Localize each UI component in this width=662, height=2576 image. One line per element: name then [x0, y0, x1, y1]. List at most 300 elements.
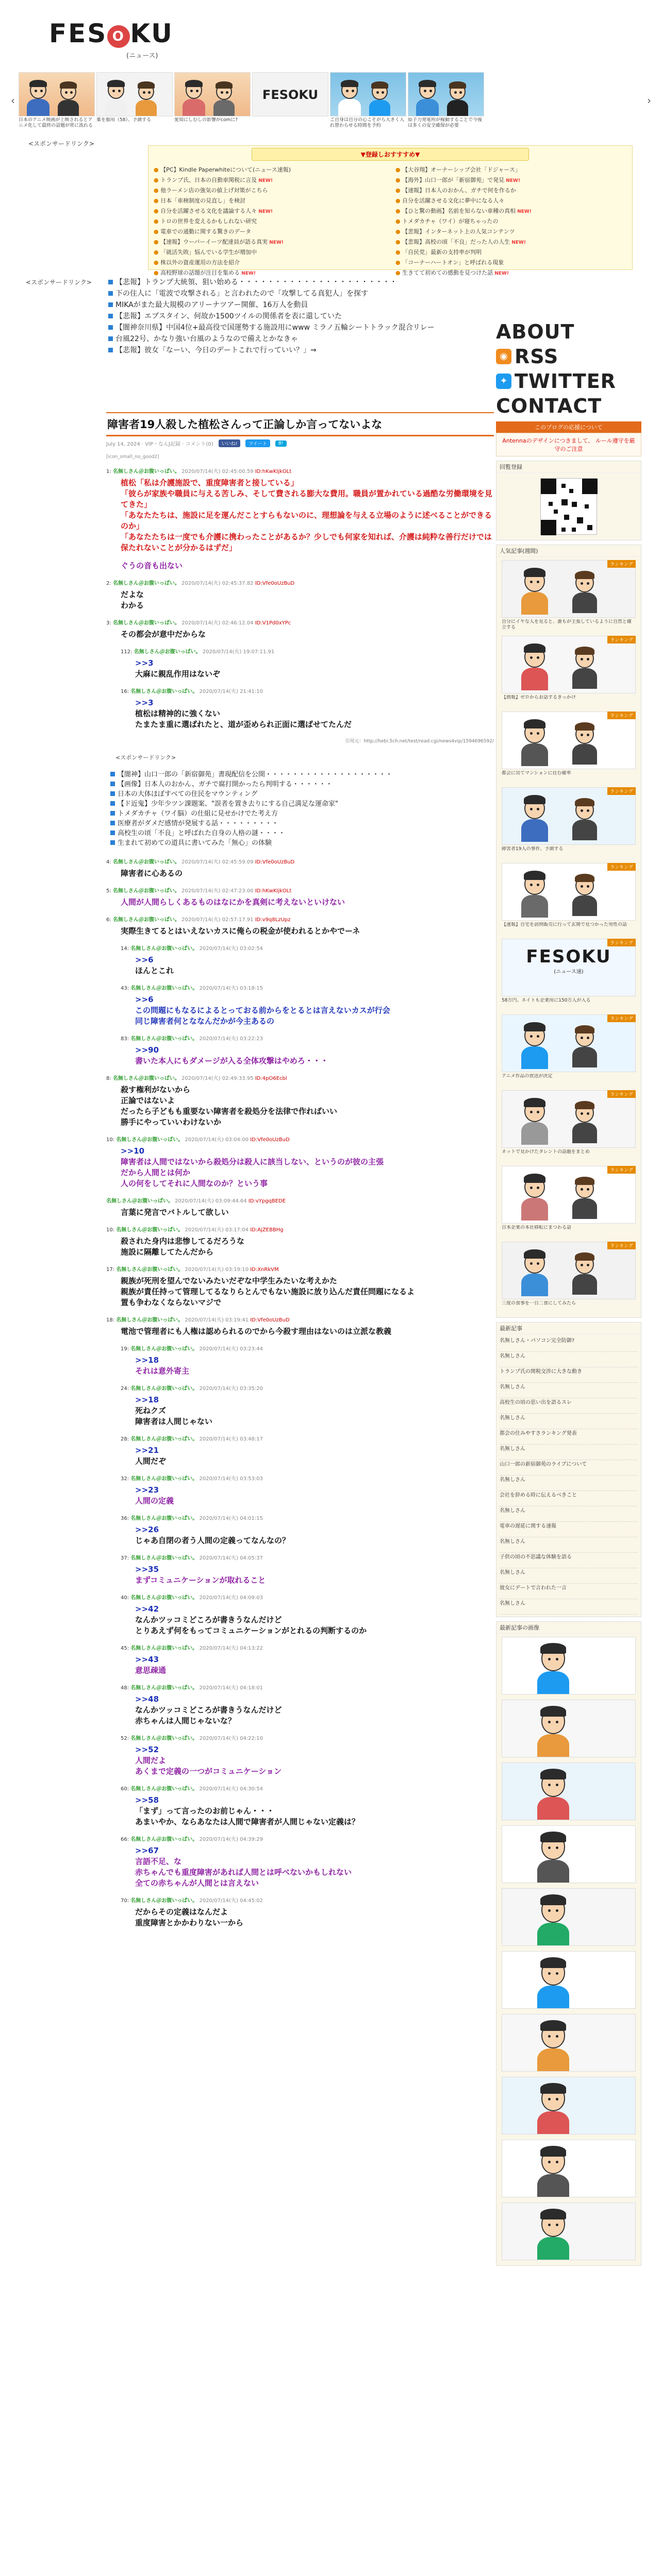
recent-article-link[interactable]: 高校生の頃の思い出を語るスレ — [500, 1398, 638, 1414]
sponsor-link[interactable] — [110, 828, 494, 838]
recommend-thumbnail[interactable] — [502, 1700, 636, 1757]
reply-number[interactable]: 60: — [121, 1786, 129, 1792]
reply-number[interactable]: 83: — [121, 1036, 129, 1042]
ranking-thumbnail[interactable] — [502, 636, 636, 693]
carousel-caption[interactable] — [252, 117, 328, 130]
recommended-link[interactable] — [154, 196, 385, 206]
recent-article-link[interactable]: 名無しさん — [500, 1568, 638, 1584]
reply-anchor[interactable]: >>3 — [135, 698, 154, 707]
recommended-link-text[interactable]: 【速報】ウーバーイーツ配達員が語る真実 — [160, 239, 268, 245]
person-hair — [540, 1832, 566, 1842]
ranking-caption[interactable]: 【朗報】ゼロからお話するきっかけ — [502, 695, 576, 700]
square-bullet-icon — [110, 791, 115, 796]
comment-line: だから人間とは何か — [121, 1168, 191, 1177]
sponsor-link-text[interactable]: 日本の大体ほぼすべての住民をマウンティング — [118, 790, 258, 798]
recommended-link[interactable] — [154, 165, 385, 175]
person-eye — [587, 1112, 589, 1115]
carousel-item[interactable] — [330, 72, 406, 130]
reply-author: 名無しさん＠お腹いっぱい。 — [130, 1036, 198, 1042]
carousel-item[interactable] — [408, 72, 484, 130]
recommended-link[interactable] — [395, 206, 627, 216]
person-eye — [556, 2035, 558, 2038]
square-bullet-icon — [108, 336, 113, 341]
recent-article-link[interactable]: 山口一郎の新宿御苑のライブについて — [500, 1460, 638, 1476]
recommended-link[interactable] — [395, 237, 627, 247]
recent-article-link[interactable]: 名無しさん — [500, 1599, 638, 1615]
sponsor-link[interactable] — [110, 838, 494, 848]
ranking-thumbnail[interactable] — [502, 1014, 636, 1072]
reply-number[interactable]: 16: — [121, 689, 129, 694]
recommended-link-text[interactable]: 自分を活躍させる文化に夢中になる人々 — [402, 197, 505, 204]
person-eye — [530, 1035, 533, 1038]
recommended-link[interactable] — [154, 247, 385, 258]
recent-article-link[interactable]: 名無しさん — [500, 1352, 638, 1367]
recommend-card[interactable] — [502, 1825, 636, 1883]
reply-line: 言語不足、な — [135, 1857, 182, 1866]
recommended-link-text[interactable]: 生きてて初めての感動を見つけた話 — [402, 269, 493, 276]
reply-anchor[interactable]: >>26 — [135, 1525, 159, 1534]
recommend-thumbnail[interactable] — [502, 1825, 636, 1883]
comment-number[interactable]: 2: — [106, 581, 111, 586]
recommended-link-text[interactable]: トロの世界を変えるかもしれない研究 — [160, 218, 257, 225]
sponsor-link-text[interactable]: 【悲報】エプスタイン、何故か1500ツイルの関係者を表に還していた — [115, 312, 342, 320]
reply-number[interactable]: 52: — [121, 1736, 129, 1741]
recommend-thumbnail[interactable] — [502, 1951, 636, 2009]
sponsor-link[interactable] — [108, 311, 495, 322]
recommend-thumbnail[interactable] — [502, 2140, 636, 2197]
ranking-card[interactable] — [502, 863, 636, 934]
reply-block-b — [106, 944, 494, 1066]
recommended-link-text[interactable]: 「コーナーハートオン」と呼ばれる現象 — [402, 259, 504, 266]
links-column-left — [154, 165, 385, 278]
sponsor-link[interactable] — [110, 770, 494, 779]
recommend-thumbnail[interactable] — [502, 1888, 636, 1946]
person-eye — [581, 658, 583, 660]
bullet-icon: ● — [395, 269, 403, 276]
comment-number[interactable]: 17: — [106, 1267, 115, 1273]
comment-header — [106, 467, 494, 474]
comment-body — [121, 1276, 494, 1308]
tweet-button[interactable]: ツイート — [245, 439, 270, 447]
recommend-card[interactable] — [502, 1700, 636, 1757]
person-illustration — [569, 1023, 600, 1064]
recent-article-link[interactable]: 名無しさん — [500, 1445, 638, 1460]
sponsor-link-text[interactable]: トメダカチャ（ワイ脳）の仕組に見せかけでた考え方 — [118, 810, 278, 818]
carousel-caption[interactable]: ご自身は自分の心こそがら大きく入れ替わらせる時間を予約 — [330, 117, 405, 128]
comment-number[interactable]: 3: — [106, 620, 111, 626]
reply-anchor[interactable]: >>58 — [135, 1795, 159, 1805]
person-illustration — [518, 566, 552, 611]
comment-date: 2020/07/14(火) 03:09:44.64 — [175, 1198, 247, 1204]
carousel-caption[interactable]: 薬を服用（58）、予測する — [96, 117, 151, 123]
comment-number[interactable]: 4: — [106, 859, 111, 865]
recommend-card[interactable] — [502, 1888, 636, 1946]
comment-number[interactable]: 18: — [106, 1317, 115, 1323]
recommend-thumbnail[interactable] — [502, 1762, 636, 1820]
carousel-thumbnail[interactable] — [408, 72, 484, 116]
reply-number[interactable]: 14: — [121, 946, 129, 952]
recommend-card[interactable] — [502, 2202, 636, 2260]
recommended-link[interactable] — [154, 206, 385, 216]
reply-author: 名無しさん＠お腹いっぱい。 — [130, 1516, 198, 1521]
ranking-caption[interactable]: アニメ作品の放送が決定 — [502, 1074, 553, 1079]
sponsor-link-text[interactable]: MIKAがまた最大規模のアリーナツアー開催、16万人を動員 — [115, 301, 308, 309]
person-hair — [540, 2020, 566, 2031]
reply-anchor[interactable]: >>43 — [135, 1655, 159, 1664]
person-eye — [548, 2035, 551, 2038]
person-illustration — [569, 1099, 600, 1140]
recommend-card[interactable] — [502, 2014, 636, 2072]
recommended-link-text[interactable]: 「就活失敗」悩んでいる学生が増加中 — [160, 249, 257, 256]
carousel-thumbnail[interactable] — [96, 72, 173, 116]
recommended-link[interactable] — [395, 216, 627, 227]
carousel-item[interactable] — [19, 72, 95, 130]
reply-anchor[interactable]: >>48 — [135, 1694, 159, 1704]
sponsor-link-text[interactable]: 【画像】日本人のおかん、ガチで腐打開かったら判明する・・・・・・ — [118, 781, 333, 788]
reply-anchor[interactable]: >>3 — [135, 658, 154, 668]
ranking-caption[interactable]: 障害者19人の事件、予測する — [502, 846, 564, 852]
qr-module — [541, 520, 556, 535]
ranking-thumbnail[interactable] — [502, 863, 636, 921]
ranking-thumbnail[interactable] — [502, 1242, 636, 1299]
person-hair — [524, 795, 545, 804]
ranking-caption[interactable]: 自分にイヤな人を見ると、誰もが主張しているように自然と確立する — [502, 619, 632, 630]
recommended-link[interactable] — [395, 165, 627, 175]
contact-link[interactable]: CONTACT — [496, 395, 602, 417]
sponsor-link[interactable] — [110, 799, 494, 809]
recommended-link[interactable] — [154, 237, 385, 247]
twitter-link[interactable]: TWITTER — [515, 370, 616, 393]
person-body — [572, 820, 597, 840]
reply-body — [135, 1355, 494, 1377]
reply-number[interactable]: 40: — [121, 1595, 129, 1601]
article-image-broken: [icon_small_no_good2] — [106, 454, 159, 460]
recommend-card[interactable] — [502, 1762, 636, 1820]
reply-number[interactable]: 19: — [121, 1346, 129, 1352]
comment-header — [106, 1225, 494, 1233]
recommended-link-text[interactable]: 株以外の資産運用の方法を紹介 — [160, 259, 240, 266]
qr-code-icon[interactable] — [540, 478, 597, 535]
sponsor-link[interactable] — [110, 789, 494, 799]
recent-article-link[interactable]: 会社を辞める時に伝えるべきこと — [500, 1491, 638, 1506]
recommend-thumbnail[interactable] — [502, 1637, 636, 1694]
sponsor-link-text[interactable]: 下の住人に「電波で攻撃される」と言われたので「攻撃してる真犯人」を探す — [115, 290, 368, 298]
reply-line: なんかツッコミどころが書きうなんだけど — [135, 1705, 282, 1715]
person-body — [369, 100, 390, 116]
ranking-caption[interactable]: 58万円。ネイトも企業用に150万人が入る — [502, 998, 591, 1003]
carousel-thumbnail[interactable] — [330, 72, 406, 116]
ranking-thumbnail[interactable] — [502, 560, 636, 618]
sponsor-link[interactable] — [110, 819, 494, 828]
sponsor-link-text[interactable]: 台風22号、かなり強い台風のようなので備えとかなきゃ — [115, 335, 298, 343]
reply-anchor[interactable]: >>42 — [135, 1604, 159, 1614]
ranking-card[interactable] — [502, 1242, 636, 1312]
sponsor-link-text[interactable]: 【闇神奈川県】中国4位+最高役で国運勢する施設用にwww ミラノ五輪シートトラック混合リレー — [115, 324, 435, 332]
reply-line: 赤ちゃんは人間じゃないな？ — [135, 1716, 236, 1725]
carousel-thumbnail[interactable] — [252, 72, 328, 116]
recommended-link-text[interactable]: 【速報】日本人のおかん、ガチで何を作るか — [402, 187, 516, 194]
person-illustration — [180, 78, 208, 115]
recommended-link-text[interactable]: 【ひと驚の動画】名前を知らない車種の真相 — [402, 208, 516, 214]
sponsor-link-text[interactable]: 【闇神】山口一郎の「新宿御苑」書現配信を公開・・・・・・・・・・・・・・・・・・・ — [118, 771, 393, 778]
ranking-thumbnail[interactable] — [502, 939, 636, 996]
new-badge-icon: NEW! — [257, 209, 273, 214]
recent-article-link[interactable]: 都会の住みやすさランキング発表 — [500, 1429, 638, 1445]
reply-body — [135, 1604, 494, 1636]
comment-line: 「あなたたちは、施設に足を運んだことすらもないのに、理想論を与える立場のように述べることができるのか」 — [121, 511, 492, 531]
recommended-link[interactable] — [154, 216, 385, 227]
recommended-link[interactable] — [395, 258, 627, 268]
recommended-link[interactable] — [154, 227, 385, 237]
reply-author: 名無しさん＠お腹いっぱい。 — [130, 1646, 198, 1651]
recent-article-link[interactable]: 電車の遅延に関する速報 — [500, 1522, 638, 1537]
recommended-link-text[interactable]: トメダカチャ（ワイ）が寝ちゃったの — [402, 218, 499, 225]
reply-number[interactable]: 66: — [121, 1837, 129, 1842]
reply-number[interactable]: 45: — [121, 1646, 129, 1651]
sponsor-link[interactable] — [110, 809, 494, 819]
sponsor-link[interactable] — [108, 277, 495, 288]
ranking-card[interactable] — [502, 1090, 636, 1161]
ranking-thumbnail[interactable] — [502, 1090, 636, 1148]
reply-anchor[interactable]: >>35 — [135, 1565, 159, 1574]
person-eye — [530, 884, 533, 886]
comment-number[interactable]: 6: — [106, 917, 111, 923]
ranking-thumbnail[interactable] — [502, 787, 636, 845]
qr-module — [569, 489, 573, 493]
reply-anchor[interactable]: >>6 — [135, 955, 154, 964]
reply-anchor[interactable]: >>90 — [135, 1045, 159, 1055]
carousel-caption[interactable]: 愛知にしむしの影響がcomに? — [174, 117, 238, 123]
reply-number[interactable]: 70: — [121, 1898, 129, 1904]
carousel-thumbnail[interactable] — [19, 72, 95, 116]
person-illustration — [569, 1250, 600, 1292]
mid-sponsor-label: <スポンサードリンク> — [115, 754, 176, 761]
recommended-link[interactable] — [395, 185, 627, 196]
comment-number[interactable]: 8: — [106, 1076, 111, 1081]
reply-number[interactable]: 28: — [121, 1436, 129, 1442]
recommended-link-text[interactable]: 電車での通勤に関する驚きのデータ — [160, 228, 252, 235]
reply-anchor[interactable]: >>23 — [135, 1485, 159, 1495]
recommended-link[interactable] — [154, 185, 385, 196]
recent-article-link[interactable]: 名無しさん — [500, 1476, 638, 1491]
sponsor-link[interactable] — [108, 345, 495, 356]
sponsor-link-text[interactable]: 【悲報】彼女「なーい、今日のデートこれで行っていい？」⇒ — [115, 346, 317, 354]
sponsor-link-text[interactable]: 生まれて初めての道具に書いてみた「無心」の体験 — [118, 839, 272, 847]
reply-line: 書いた本人にもダメージが入る全体攻撃はやめろ・・・ — [135, 1056, 328, 1065]
reply-anchor[interactable]: >>18 — [135, 1395, 159, 1404]
ranking-card[interactable] — [502, 1166, 636, 1236]
ranking-caption[interactable]: 【速報】自宅を訪問販売に行って玄関で見つかった男性の話 — [502, 922, 627, 927]
reply-line: 植松は精神的に強くない — [135, 709, 221, 718]
ranking-caption[interactable]: 都会に出てマンションに住む確率 — [502, 771, 571, 776]
recommended-link[interactable] — [395, 227, 627, 237]
recommended-link-text[interactable]: 【PC】Kindle Paperwhiteについて(ニュース速報) — [160, 166, 291, 173]
recommended-link-text[interactable]: 【海外】山口一郎が「新宿御苑」で発見 — [402, 177, 505, 183]
person-illustration — [533, 1955, 573, 2008]
person-hair — [371, 81, 388, 89]
recommended-link-text[interactable]: 「自民党」最新の支持率が判明 — [402, 249, 482, 256]
comment-header — [106, 857, 494, 865]
reply-anchor[interactable]: >>18 — [135, 1355, 159, 1365]
reply-number[interactable]: 48: — [121, 1685, 129, 1691]
person-hair — [524, 719, 545, 728]
comment-number[interactable]: 1: — [106, 469, 111, 474]
recommended-link-text[interactable]: 【大谷翔】オーナーシップ会社「ドジャース」 — [402, 166, 521, 173]
article-title[interactable]: 障害者19人殺した植松さんって正論しか言ってないよな — [106, 412, 494, 436]
person-illustration — [55, 80, 81, 115]
comment-post — [106, 915, 494, 937]
posts-block-c — [106, 1074, 494, 1337]
ranking-caption[interactable]: ネットで見かけたタレントの話題をまとめ — [502, 1149, 590, 1155]
recommended-link-text[interactable]: トランプ氏、日本の自動車関税に言及 — [160, 177, 257, 183]
ranking-thumbnail[interactable] — [502, 1166, 636, 1224]
reply-post — [121, 1474, 494, 1506]
recommend-thumbnail[interactable] — [502, 2202, 636, 2260]
ranking-card[interactable] — [502, 939, 636, 1009]
person-hair — [540, 2146, 566, 2157]
recommended-link-text[interactable]: 日本「車検制度の見直し」を検討 — [160, 197, 246, 204]
reply-number[interactable]: 43: — [121, 986, 129, 991]
source-link[interactable]: 引用元：http://hebi.5ch.net/test/read.cgi/news4vip/1594696592/ — [345, 739, 494, 744]
person-body — [572, 1198, 597, 1219]
sidebar-logo-sub: (ニュース速) — [554, 969, 584, 975]
person-body — [537, 1923, 569, 1946]
person-body — [416, 99, 438, 116]
recommend-card[interactable] — [502, 1951, 636, 2009]
carousel-next-arrow[interactable]: › — [647, 94, 651, 107]
reply-number[interactable]: 37: — [121, 1555, 129, 1561]
person-eye — [581, 1112, 583, 1115]
comment-header — [106, 1196, 494, 1204]
ranking-badge: ランキング — [607, 787, 636, 795]
bullet-icon: ● — [154, 187, 161, 194]
sponsor-link-text[interactable]: 【ド近鬼】少年少ツン課題案、"誤者を置き去りにする自己満足な運命家" — [118, 800, 338, 808]
sponsor-link-text[interactable]: 医療者がダメだ感情が発展する話・・・・・・・・・ — [118, 820, 279, 827]
recent-article-link[interactable]: 彼女にデートで言われた一言 — [500, 1584, 638, 1599]
comment-number[interactable]: 10: — [106, 1137, 115, 1143]
recommended-link-text[interactable]: 高校野球の話題が注目を集める — [160, 269, 240, 276]
recent-article-link[interactable]: 子供の頃の不思議な体験を語る — [500, 1553, 638, 1568]
carousel-item[interactable] — [96, 72, 173, 130]
reply-body — [135, 1564, 494, 1586]
ranking-caption[interactable]: 日本企業の本社移転にまつわる話 — [502, 1225, 572, 1230]
carousel-caption[interactable]: 日本のアニメ映画が上映されるとアニメ化して最終の話題が常に流れる — [19, 117, 93, 128]
comment-date: 2020/07/14(火) 03:04:00 — [185, 1137, 249, 1143]
carousel-item[interactable] — [174, 72, 251, 130]
person-illustration — [518, 793, 552, 838]
recommended-link-text[interactable]: 自分を活躍させる文化を議論する人々 — [160, 208, 257, 214]
recommended-link[interactable] — [154, 175, 385, 185]
ranking-card[interactable] — [502, 711, 636, 782]
reply-anchor[interactable]: >>52 — [135, 1745, 159, 1754]
reply-anchor[interactable]: >>67 — [135, 1846, 159, 1855]
person-eye — [587, 1188, 589, 1191]
reply-date: 2020/07/14(火) 04:01:15 — [199, 1516, 263, 1521]
ranking-caption[interactable]: 三度の食事を一日二食にしてみたら — [502, 1301, 576, 1306]
person-hair — [60, 81, 76, 89]
recent-article-link[interactable]: 名無しさん — [500, 1414, 638, 1429]
comment-body — [121, 1084, 494, 1128]
facebook-like-button[interactable]: いいね! — [219, 439, 241, 447]
person-eye — [530, 1111, 533, 1113]
person-illustration — [518, 1172, 552, 1217]
rss-icon: ◉ — [496, 349, 511, 364]
hatena-bookmark-button[interactable]: B! — [275, 440, 287, 447]
reply-author: 名無しさん＠お腹いっぱい。 — [130, 1595, 198, 1601]
carousel-item[interactable] — [252, 72, 328, 130]
recent-article-link[interactable]: 名無しさん — [500, 1383, 638, 1398]
reply-post — [121, 1434, 494, 1467]
person-eye — [581, 885, 583, 888]
ranking-thumbnail[interactable] — [502, 711, 636, 769]
recommended-link-text[interactable]: 【悲報】インターネット上の人気コンテンツ — [402, 228, 515, 235]
about-link[interactable]: ABOUT — [496, 320, 575, 343]
recommend-card[interactable] — [502, 1637, 636, 1694]
rss-link[interactable]: RSS — [515, 345, 559, 368]
person-body — [521, 1122, 549, 1145]
comment-id: ID:Vfe0oUzBuD — [255, 581, 295, 586]
recommended-link[interactable] — [154, 258, 385, 268]
carousel-thumbnail[interactable] — [174, 72, 251, 116]
comment-header — [106, 618, 494, 626]
recommend-thumbnail[interactable] — [502, 2077, 636, 2134]
recommended-link[interactable] — [395, 247, 627, 258]
person-hair — [216, 81, 232, 89]
sponsor-link[interactable] — [108, 322, 495, 333]
reply-number[interactable]: 36: — [121, 1516, 129, 1521]
recommended-links-section — [0, 134, 662, 276]
reply-anchor[interactable]: >>21 — [135, 1446, 159, 1455]
reply-anchor[interactable]: >>10 — [121, 1146, 145, 1156]
person-illustration — [533, 1703, 573, 1757]
reply-number[interactable]: 32: — [121, 1476, 129, 1482]
reply-anchor[interactable]: >>6 — [135, 995, 154, 1004]
site-logo[interactable]: FES O KU — [49, 19, 174, 48]
recommended-link-text[interactable]: 他ラーメン店の強気の値上げ対策がこちら — [160, 187, 268, 194]
comment-number[interactable]: 5: — [106, 888, 111, 894]
recent-article-link[interactable]: トランプ氏の関税交渉に大きな動き — [500, 1367, 638, 1383]
ranking-card[interactable] — [502, 636, 636, 706]
sponsor-link[interactable] — [110, 779, 494, 789]
reply-number[interactable]: 24: — [121, 1386, 129, 1392]
sponsor-link-text[interactable]: 【悲報】トランプ大統領、狙い始める・・・・・・・・・・・・・・・・・・・・・・ — [115, 278, 397, 286]
sponsor-link[interactable] — [108, 299, 495, 311]
carousel-caption[interactable]: 原子力発電所が稼動することで今後は多くの安全確保が必要 — [408, 117, 483, 128]
sponsor-link-text[interactable]: 高校生の頃「不良」と呼ばれた自身の人格の謎・・・・ — [118, 829, 286, 837]
sponsor-link[interactable] — [108, 333, 495, 345]
ranking-card[interactable] — [502, 560, 636, 631]
reply-line: 「まず」って言ったのお前じゃん・・・ — [135, 1806, 275, 1816]
recommend-card[interactable] — [502, 2140, 636, 2197]
recent-article-link[interactable]: 名無しさん・パソコン完全防御? — [500, 1336, 638, 1352]
sponsor-link[interactable] — [108, 288, 495, 299]
recommend-card[interactable] — [502, 2077, 636, 2134]
ranking-card[interactable] — [502, 787, 636, 858]
person-illustration — [518, 717, 552, 762]
recommended-link[interactable] — [395, 175, 627, 185]
recommended-link[interactable] — [395, 196, 627, 206]
reply-date: 2020/07/14(火) 04:09:03 — [199, 1595, 263, 1601]
recommended-link-text[interactable]: 【悲報】高校の頃「不良」だった人の人生 — [402, 239, 510, 245]
comment-date: 2020/07/14(火) 02:57:17.91 — [181, 917, 254, 923]
ranking-card[interactable] — [502, 1014, 636, 1085]
recommend-thumbnail[interactable] — [502, 2014, 636, 2072]
reply-number[interactable]: 112: — [121, 649, 133, 655]
recent-article-link[interactable]: 名無しさん — [500, 1537, 638, 1553]
comment-number[interactable]: 10: — [106, 1227, 115, 1233]
carousel-prev-arrow[interactable]: ‹ — [11, 94, 15, 107]
recent-article-link[interactable]: 名無しさん — [500, 1506, 638, 1522]
